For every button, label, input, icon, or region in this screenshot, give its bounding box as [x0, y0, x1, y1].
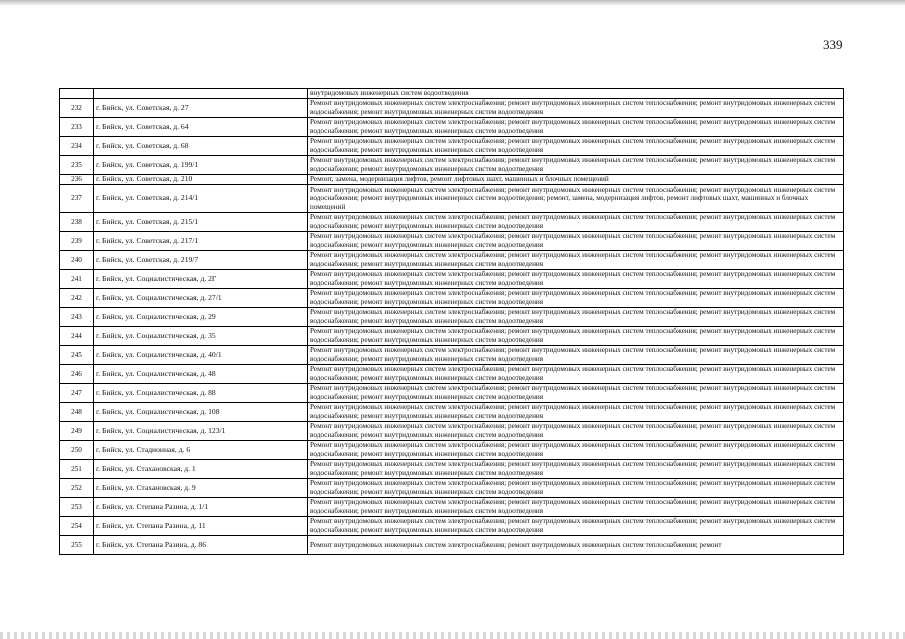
row-address: г. Бийск, ул. Социалистическая, д. 29 — [94, 308, 308, 327]
row-address: г. Бийск, ул. Социалистическая, д. 40/1 — [94, 346, 308, 365]
row-address: г. Бийск, ул. Социалистическая, д. 27/1 — [94, 289, 308, 308]
row-work: Ремонт внутридомовых инженерных систем электроснабжения; ремонт внутридомовых инженерных систем теплоснабжения; ремонт внутридомовых инженерных систем водоснабжения; ремонт внутридомовых инженерных систем водоотведения — [308, 365, 844, 384]
row-number: 236 — [60, 175, 94, 185]
table-row — [60, 422, 844, 441]
row-address: г. Бийск, ул. Советская, д. 68 — [94, 137, 308, 156]
row-number: 232 — [60, 99, 94, 118]
table-row — [60, 479, 844, 498]
table-row — [60, 460, 844, 479]
row-address: г. Бийск, ул. Советская, д. 217/1 — [94, 232, 308, 251]
row-work: Ремонт внутридомовых инженерных систем электроснабжения; ремонт внутридомовых инженерных систем теплоснабжения; ремонт внутридомовых инженерных систем водоснабжения; ремонт внутридомовых инженерных систем водоотведения; ремонт, замена, модернизация лифтов, ремонт лифтовых шахт, машинных и блочных помещений — [308, 185, 844, 213]
table-row — [60, 251, 844, 270]
table-row-continuation — [60, 89, 844, 99]
row-address: г. Бийск, ул. Социалистическая, д. 2Г — [94, 270, 308, 289]
table-row — [60, 536, 844, 555]
table-row — [60, 175, 844, 185]
row-address: г. Бийск, ул. Социалистическая, д. 108 — [94, 403, 308, 422]
table-row — [60, 327, 844, 346]
row-address: г. Бийск, ул. Стадионная, д. 6 — [94, 441, 308, 460]
row-address: г. Бийск, ул. Степана Разина, д. 86 — [94, 536, 308, 555]
row-address: г. Бийск, ул. Степана Разина, д. 11 — [94, 517, 308, 536]
row-work: Ремонт внутридомовых инженерных систем электроснабжения; ремонт внутридомовых инженерных систем теплоснабжения; ремонт внутридомовых инженерных систем водоснабжения; ремонт внутридомовых инженерных систем водоотведения — [308, 384, 844, 403]
row-number: 237 — [60, 185, 94, 213]
row-address: г. Бийск, ул. Социалистическая, д. 88 — [94, 384, 308, 403]
row-work: Ремонт, замена, модернизация лифтов, ремонт лифтовых шахт, машинных и блочных помещений — [308, 175, 844, 185]
table-row — [60, 289, 844, 308]
row-work: Ремонт внутридомовых инженерных систем электроснабжения; ремонт внутридомовых инженерных систем теплоснабжения; ремонт внутридомовых инженерных систем водоснабжения; ремонт внутридомовых инженерных систем водоотведения — [308, 289, 844, 308]
row-number: 234 — [60, 137, 94, 156]
row-work: Ремонт внутридомовых инженерных систем электроснабжения; ремонт внутридомовых инженерных систем теплоснабжения; ремонт внутридомовых инженерных систем водоснабжения; ремонт внутридомовых инженерных систем водоотведения — [308, 270, 844, 289]
row-work: Ремонт внутридомовых инженерных систем электроснабжения; ремонт внутридомовых инженерных систем теплоснабжения; ремонт внутридомовых инженерных систем водоснабжения; ремонт внутридомовых инженерных систем водоотведения — [308, 346, 844, 365]
row-address: г. Бийск, ул. Советская, д. 214/1 — [94, 185, 308, 213]
row-number: 253 — [60, 498, 94, 517]
table-row — [60, 308, 844, 327]
row-address: г. Бийск, ул. Степана Разина, д. 1/1 — [94, 498, 308, 517]
row-work: Ремонт внутридомовых инженерных систем электроснабжения; ремонт внутридомовых инженерных систем теплоснабжения; ремонт внутридомовых инженерных систем водоснабжения; ремонт внутридомовых инженерных систем водоотведения — [308, 479, 844, 498]
row-work: Ремонт внутридомовых инженерных систем электроснабжения; ремонт внутридомовых инженерных систем теплоснабжения; ремонт внутридомовых инженерных систем водоснабжения; ремонт внутридомовых инженерных систем водоотведения — [308, 251, 844, 270]
row-number: 244 — [60, 327, 94, 346]
row-work: Ремонт внутридомовых инженерных систем электроснабжения; ремонт внутридомовых инженерных систем теплоснабжения; ремонт внутридомовых инженерных систем водоснабжения; ремонт внутридомовых инженерных систем водоотведения — [308, 517, 844, 536]
row-work: Ремонт внутридомовых инженерных систем электроснабжения; ремонт внутридомовых инженерных систем теплоснабжения; ремонт — [308, 536, 844, 555]
row-number: 233 — [60, 118, 94, 137]
row-address: г. Бийск, ул. Социалистическая, д. 48 — [94, 365, 308, 384]
row-address: г. Бийск, ул. Советская, д. 215/1 — [94, 213, 308, 232]
row-work: внутридомовых инженерных систем водоотведения — [308, 89, 844, 99]
row-number: 241 — [60, 270, 94, 289]
table-row — [60, 118, 844, 137]
row-number: 245 — [60, 346, 94, 365]
table-row — [60, 270, 844, 289]
row-work: Ремонт внутридомовых инженерных систем электроснабжения; ремонт внутридомовых инженерных систем теплоснабжения; ремонт внутридомовых инженерных систем водоснабжения; ремонт внутридомовых инженерных систем водоотведения — [308, 498, 844, 517]
table-row — [60, 99, 844, 118]
row-number: 238 — [60, 213, 94, 232]
row-number: 254 — [60, 517, 94, 536]
table-row — [60, 403, 844, 422]
row-work: Ремонт внутридомовых инженерных систем электроснабжения; ремонт внутридомовых инженерных систем теплоснабжения; ремонт внутридомовых инженерных систем водоснабжения; ремонт внутридомовых инженерных систем водоотведения — [308, 213, 844, 232]
row-address: г. Бийск, ул. Стахановская, д. 9 — [94, 479, 308, 498]
table-row — [60, 185, 844, 213]
row-address: г. Бийск, ул. Социалистическая, д. 35 — [94, 327, 308, 346]
row-address: г. Бийск, ул. Советская, д. 210 — [94, 175, 308, 185]
row-number: 243 — [60, 308, 94, 327]
row-work: Ремонт внутридомовых инженерных систем электроснабжения; ремонт внутридомовых инженерных систем теплоснабжения; ремонт внутридомовых инженерных систем водоснабжения; ремонт внутридомовых инженерных систем водоотведения — [308, 232, 844, 251]
table-row — [60, 384, 844, 403]
row-number: 239 — [60, 232, 94, 251]
row-number: 255 — [60, 536, 94, 555]
table-row — [60, 365, 844, 384]
page-number: 339 — [823, 37, 843, 52]
table-body — [60, 89, 844, 555]
repair-works-table — [59, 88, 844, 555]
row-work: Ремонт внутридомовых инженерных систем электроснабжения; ремонт внутридомовых инженерных систем теплоснабжения; ремонт внутридомовых инженерных систем водоснабжения; ремонт внутридомовых инженерных систем водоотведения — [308, 327, 844, 346]
row-work: Ремонт внутридомовых инженерных систем электроснабжения; ремонт внутридомовых инженерных систем теплоснабжения; ремонт внутридомовых инженерных систем водоснабжения; ремонт внутридомовых инженерных систем водоотведения — [308, 118, 844, 137]
row-number: 248 — [60, 403, 94, 422]
row-address — [94, 89, 308, 99]
table-row — [60, 232, 844, 251]
row-work: Ремонт внутридомовых инженерных систем электроснабжения; ремонт внутридомовых инженерных систем теплоснабжения; ремонт внутридомовых инженерных систем водоснабжения; ремонт внутридомовых инженерных систем водоотведения — [308, 156, 844, 175]
row-work: Ремонт внутридомовых инженерных систем электроснабжения; ремонт внутридомовых инженерных систем теплоснабжения; ремонт внутридомовых инженерных систем водоснабжения; ремонт внутридомовых инженерных систем водоотведения — [308, 441, 844, 460]
row-number: 251 — [60, 460, 94, 479]
row-number: 235 — [60, 156, 94, 175]
row-number: 249 — [60, 422, 94, 441]
scan-edge-top — [0, 0, 905, 6]
row-number: 246 — [60, 365, 94, 384]
row-work: Ремонт внутридомовых инженерных систем электроснабжения; ремонт внутридомовых инженерных систем теплоснабжения; ремонт внутридомовых инженерных систем водоснабжения; ремонт внутридомовых инженерных систем водоотведения — [308, 99, 844, 118]
row-number: 247 — [60, 384, 94, 403]
table-row — [60, 517, 844, 536]
row-work: Ремонт внутридомовых инженерных систем электроснабжения; ремонт внутридомовых инженерных систем теплоснабжения; ремонт внутридомовых инженерных систем водоснабжения; ремонт внутридомовых инженерных систем водоотведения — [308, 422, 844, 441]
row-address: г. Бийск, ул. Советская, д. 27 — [94, 99, 308, 118]
row-work: Ремонт внутридомовых инженерных систем электроснабжения; ремонт внутридомовых инженерных систем теплоснабжения; ремонт внутридомовых инженерных систем водоснабжения; ремонт внутридомовых инженерных систем водоотведения — [308, 403, 844, 422]
table-row — [60, 156, 844, 175]
table-row — [60, 137, 844, 156]
row-address: г. Бийск, ул. Советская, д. 219/7 — [94, 251, 308, 270]
row-address: г. Бийск, ул. Стахановская, д. 1 — [94, 460, 308, 479]
table-row — [60, 441, 844, 460]
row-work: Ремонт внутридомовых инженерных систем электроснабжения; ремонт внутридомовых инженерных систем теплоснабжения; ремонт внутридомовых инженерных систем водоснабжения; ремонт внутридомовых инженерных систем водоотведения — [308, 308, 844, 327]
row-number: 240 — [60, 251, 94, 270]
row-number: 252 — [60, 479, 94, 498]
row-address: г. Бийск, ул. Советская, д. 64 — [94, 118, 308, 137]
row-address: г. Бийск, ул. Советская, д. 199/1 — [94, 156, 308, 175]
row-number: 250 — [60, 441, 94, 460]
table-row — [60, 346, 844, 365]
row-number — [60, 89, 94, 99]
row-work: Ремонт внутридомовых инженерных систем электроснабжения; ремонт внутридомовых инженерных систем теплоснабжения; ремонт внутридомовых инженерных систем водоснабжения; ремонт внутридомовых инженерных систем водоотведения — [308, 137, 844, 156]
row-number: 242 — [60, 289, 94, 308]
row-work: Ремонт внутридомовых инженерных систем электроснабжения; ремонт внутридомовых инженерных систем теплоснабжения; ремонт внутридомовых инженерных систем водоснабжения; ремонт внутридомовых инженерных систем водоотведения — [308, 460, 844, 479]
scan-edge-bottom — [0, 632, 905, 639]
table-row — [60, 213, 844, 232]
table-row — [60, 498, 844, 517]
row-address: г. Бийск, ул. Социалистическая, д. 123/1 — [94, 422, 308, 441]
